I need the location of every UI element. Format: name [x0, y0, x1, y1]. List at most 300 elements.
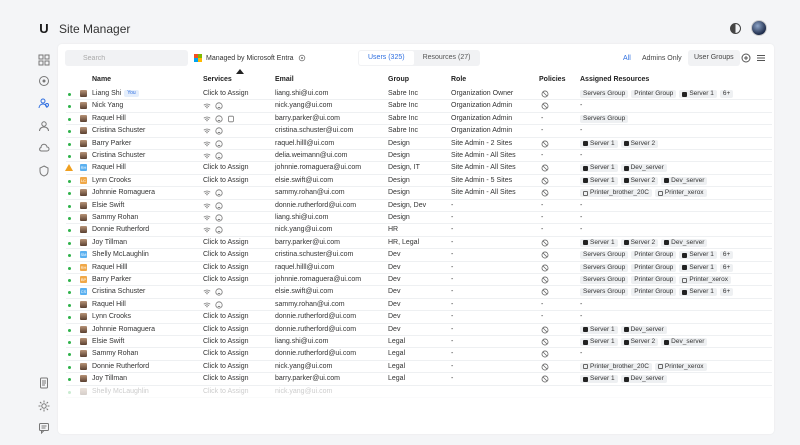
assigned-resources — [580, 140, 658, 148]
printer-icon — [658, 364, 663, 369]
policy-indicator[interactable] — [541, 164, 549, 174]
resource-chip[interactable] — [631, 251, 676, 259]
click-to-assign-link[interactable]: Click to Assign — [203, 387, 249, 395]
resource-label: Server 1 — [689, 263, 714, 271]
resource-label: Server 1 — [689, 90, 714, 97]
table-row[interactable] — [66, 386, 772, 398]
group: Design — [388, 214, 410, 221]
document-icon[interactable] — [38, 377, 50, 389]
server-icon — [664, 178, 669, 183]
server-icon — [624, 178, 629, 183]
click-to-assign-link[interactable]: Click to Assign — [203, 263, 249, 271]
face-id-icon — [215, 288, 223, 296]
user-name[interactable] — [92, 313, 131, 320]
user-name-text: Donnie Rutherford — [92, 226, 150, 234]
card-icon — [227, 115, 235, 123]
tooltip-caret — [236, 69, 244, 74]
resource-chip[interactable] — [679, 276, 731, 284]
filter-admins-only[interactable]: Admins Only — [642, 55, 682, 62]
assigned-resources — [580, 301, 582, 308]
filter-all[interactable]: All — [623, 55, 631, 62]
policy-indicator[interactable] — [541, 363, 549, 373]
email: johnnie.romaguera@ui.com — [275, 276, 362, 283]
email: raquel.hilll@ui.com — [275, 139, 335, 147]
table-row[interactable] — [66, 100, 772, 112]
policy-icon — [541, 264, 549, 272]
table-row[interactable] — [66, 237, 772, 249]
col-email[interactable]: Email — [275, 76, 294, 83]
resource-chip[interactable] — [580, 90, 628, 98]
group: Dev — [388, 300, 401, 308]
resource-label: Server 1 — [590, 325, 615, 333]
table-row[interactable] — [66, 125, 772, 137]
table-row[interactable] — [66, 187, 772, 199]
table-row[interactable] — [66, 113, 772, 125]
user-name[interactable] — [92, 177, 131, 184]
table-row[interactable] — [66, 262, 772, 274]
email: donnie.rutherford@ui.com — [275, 201, 357, 209]
avatar — [80, 375, 87, 382]
user-name[interactable] — [92, 301, 126, 308]
policy-icon — [541, 375, 549, 383]
user-name[interactable] — [92, 276, 131, 283]
resource-label: Servers Group — [583, 251, 626, 259]
person-icon[interactable] — [38, 120, 50, 132]
role: - — [451, 276, 454, 283]
policy-indicator[interactable] — [541, 375, 549, 385]
resource-label: Server 1 — [590, 139, 615, 147]
assigned-resources — [580, 276, 731, 284]
click-to-assign-link[interactable]: Click to Assign — [203, 325, 249, 333]
ubiquiti-logo-icon[interactable]: U — [39, 20, 49, 36]
user-name[interactable] — [92, 388, 149, 395]
server-icon — [624, 327, 629, 332]
user-name[interactable] — [92, 239, 127, 246]
table-row[interactable] — [66, 324, 772, 336]
resource-chip[interactable] — [580, 140, 618, 148]
col-policies[interactable]: Policies — [539, 76, 566, 83]
tab-resources[interactable]: Resources (27) — [422, 54, 471, 61]
user-name[interactable] — [92, 152, 145, 159]
click-to-assign-link[interactable]: Click to Assign — [203, 251, 249, 259]
table-row[interactable] — [66, 373, 772, 385]
avatar — [80, 140, 87, 147]
email: nick.yang@ui.com — [275, 387, 333, 395]
policy-icon — [541, 239, 549, 247]
policy-indicator[interactable] — [541, 276, 549, 286]
policy-icon — [541, 140, 549, 148]
resource-chip[interactable] — [679, 288, 717, 296]
resource-chip[interactable] — [661, 177, 707, 185]
users-panel — [58, 44, 774, 434]
resource-chip[interactable] — [580, 276, 628, 284]
resource-empty: - — [580, 201, 583, 209]
click-to-assign-link[interactable]: Click to Assign — [203, 164, 249, 172]
resource-chip[interactable] — [631, 90, 676, 98]
grid-icon[interactable] — [38, 54, 50, 66]
assigned-resources — [580, 264, 733, 272]
assigned-resources — [580, 115, 628, 123]
policy-indicator[interactable] — [541, 251, 549, 261]
resource-chip[interactable] — [580, 338, 618, 346]
assigned-resources — [580, 214, 582, 221]
email: barry.parker@ui.com — [275, 114, 340, 122]
menu-icon[interactable] — [756, 53, 766, 63]
avatar — [80, 301, 87, 308]
table-row[interactable] — [66, 348, 772, 360]
resource-chip[interactable] — [631, 264, 676, 272]
table-row[interactable] — [66, 336, 772, 348]
col-assigned-resources[interactable]: Assigned Resources — [580, 76, 650, 83]
filter-user-groups[interactable]: User Groups — [688, 50, 740, 66]
policy-icon — [541, 189, 549, 197]
resource-chip[interactable] — [720, 264, 733, 272]
user-name[interactable] — [92, 375, 127, 382]
role: Organization Owner — [451, 90, 514, 97]
resource-label: Dev_server — [671, 176, 705, 184]
resource-chip[interactable] — [580, 115, 628, 123]
status-dot — [68, 242, 71, 245]
avatar — [80, 350, 87, 357]
policy-indicator[interactable] — [541, 189, 549, 199]
table-row[interactable] — [66, 286, 772, 298]
avatar — [80, 102, 87, 109]
resource-chip[interactable] — [720, 90, 733, 98]
add-icon[interactable] — [741, 53, 751, 63]
user-name[interactable] — [92, 115, 126, 122]
email: delia.weimann@ui.com — [275, 152, 348, 159]
resource-chip[interactable] — [580, 288, 628, 296]
resource-label: Printer_brother_20C — [590, 362, 649, 370]
click-to-assign-link[interactable]: Click to Assign — [203, 362, 249, 370]
resource-chip[interactable] — [720, 288, 733, 296]
user-name[interactable] — [92, 288, 145, 295]
shield-icon[interactable] — [38, 165, 50, 177]
group: HR, Legal — [388, 238, 420, 246]
user-avatar[interactable] — [751, 20, 767, 36]
resource-chip[interactable] — [580, 375, 618, 383]
tab-users[interactable]: Users (325) — [359, 51, 414, 65]
user-name[interactable] — [92, 326, 155, 333]
resource-chip[interactable] — [655, 189, 707, 197]
wifi-icon — [203, 140, 211, 148]
chat-icon[interactable] — [38, 422, 50, 434]
email: nick.yang@ui.com — [275, 226, 333, 234]
face-id-icon — [215, 140, 223, 148]
services-icons[interactable] — [203, 115, 235, 123]
group: Dev — [388, 325, 401, 333]
services-icons[interactable] — [203, 102, 223, 110]
server-icon — [583, 377, 588, 382]
resource-chip[interactable] — [580, 363, 652, 371]
status-dot — [68, 130, 71, 133]
role: - — [451, 251, 454, 259]
assigned-resources — [580, 202, 582, 209]
server-icon — [682, 265, 687, 270]
group: Legal — [388, 362, 406, 370]
col-name[interactable]: Name — [92, 76, 112, 83]
email: cristina.schuster@ui.com — [275, 127, 354, 135]
face-id-icon — [215, 202, 223, 210]
click-to-assign-link[interactable]: Click to Assign — [203, 176, 249, 184]
resource-chip[interactable] — [679, 251, 717, 259]
table-row[interactable] — [66, 361, 772, 373]
user-name-text: Shelly McLaughlin — [92, 251, 149, 259]
policy-indicator[interactable] — [541, 140, 549, 150]
managed-label: Managed by Microsoft Entra — [206, 54, 294, 62]
resource-chip[interactable] — [580, 251, 628, 259]
printer-icon — [658, 191, 663, 196]
resource-empty: - — [580, 127, 583, 135]
click-to-assign-link[interactable]: Click to Assign — [203, 313, 249, 321]
group: Legal — [388, 350, 406, 358]
avatar — [80, 214, 87, 221]
assigned-resources — [580, 239, 707, 247]
resource-empty: - — [580, 214, 583, 221]
email: sammy.rohan@ui.com — [275, 189, 345, 197]
table-row[interactable] — [66, 88, 772, 100]
cloud-icon[interactable] — [38, 142, 50, 154]
avatar: RH — [80, 165, 87, 171]
avatar — [80, 90, 87, 97]
click-to-assign-link[interactable]: Click to Assign — [203, 276, 249, 283]
user-name[interactable] — [92, 363, 149, 370]
resource-chip[interactable] — [580, 326, 618, 334]
services-icons[interactable] — [203, 202, 223, 210]
server-icon — [583, 141, 588, 146]
col-group[interactable]: Group — [388, 76, 409, 83]
user-name-text: Barry Parker — [92, 276, 132, 283]
resource-chip[interactable] — [580, 164, 618, 172]
table-row[interactable] — [66, 224, 772, 236]
resource-label: Dev_server — [630, 325, 664, 333]
resource-label: Servers Group — [583, 90, 626, 97]
avatar — [80, 189, 87, 196]
services-icons[interactable] — [203, 127, 223, 135]
group: Sabre Inc — [388, 114, 418, 122]
resource-chip[interactable] — [621, 326, 667, 334]
user-name[interactable] — [92, 140, 131, 147]
face-id-icon — [215, 115, 223, 123]
click-to-assign-link[interactable]: Click to Assign — [203, 90, 249, 97]
avatar: BP — [80, 277, 87, 282]
resource-label: Printer_xerox — [689, 276, 728, 283]
click-to-assign-link[interactable]: Click to Assign — [203, 238, 249, 246]
user-name-text: Raquel Hill — [92, 164, 126, 172]
user-name-text: Elsie Swift — [92, 201, 125, 209]
user-name[interactable] — [92, 164, 126, 171]
wifi-icon — [203, 301, 211, 309]
policy-indicator[interactable] — [541, 102, 549, 112]
email: cristina.schuster@ui.com — [275, 251, 354, 259]
users-icon[interactable] — [38, 97, 50, 109]
user-name[interactable] — [92, 189, 155, 196]
face-id-icon — [215, 152, 223, 160]
table-row[interactable] — [66, 311, 772, 323]
user-name[interactable] — [92, 90, 139, 97]
services-icons[interactable] — [203, 214, 223, 222]
table-row[interactable] — [66, 175, 772, 187]
table-row[interactable] — [66, 138, 772, 150]
table-row[interactable] — [66, 162, 772, 174]
table-row[interactable] — [66, 150, 772, 162]
policy-indicator[interactable] — [541, 177, 549, 187]
status-dot — [68, 366, 71, 369]
user-name[interactable] — [92, 202, 124, 209]
user-name-text: Raquel Hill — [92, 300, 126, 308]
email: donnie.rutherford@ui.com — [275, 325, 357, 333]
managed-by-entra[interactable] — [194, 50, 314, 66]
group: Sabre Inc — [388, 102, 418, 110]
assigned-resources — [580, 102, 582, 109]
resource-label: Server 1 — [590, 176, 615, 184]
policy-indicator[interactable] — [541, 350, 549, 360]
services-icons[interactable] — [203, 226, 223, 234]
server-icon — [664, 240, 669, 245]
face-id-icon — [215, 226, 223, 234]
col-services[interactable]: Services — [203, 76, 232, 83]
resource-chip[interactable] — [580, 189, 652, 197]
search-input[interactable] — [65, 50, 188, 66]
services-icons[interactable] — [203, 301, 223, 309]
user-name[interactable] — [92, 226, 149, 233]
server-icon — [624, 340, 629, 345]
policy-indicator[interactable] — [541, 338, 549, 348]
theme-toggle-icon[interactable] — [730, 23, 741, 34]
resource-chip[interactable] — [631, 276, 676, 284]
resource-chip[interactable] — [720, 251, 733, 259]
resource-chip[interactable] — [679, 90, 717, 98]
settings-sun-icon[interactable] — [38, 400, 50, 412]
resource-label: Server 2 — [630, 139, 656, 147]
warning-icon — [65, 164, 73, 171]
services-icons[interactable] — [203, 140, 223, 148]
resource-chip[interactable] — [621, 164, 667, 172]
resource-chip[interactable] — [655, 363, 707, 371]
resource-label: 6+ — [722, 90, 731, 97]
services-icons[interactable] — [203, 288, 223, 296]
assigned-resources — [580, 189, 707, 197]
group: Dev — [388, 251, 401, 259]
resource-chip[interactable] — [580, 177, 618, 185]
resource-label: Dev_server — [671, 238, 705, 246]
app-title: Site Manager — [59, 22, 131, 36]
assigned-resources — [580, 288, 733, 296]
assigned-resources — [580, 313, 582, 320]
table-row[interactable] — [66, 249, 772, 261]
user-name[interactable] — [92, 350, 138, 357]
services-icons[interactable] — [203, 152, 223, 160]
resource-label: 6+ — [722, 288, 731, 296]
user-name[interactable] — [92, 102, 123, 109]
role: Site Admin - All Sites — [451, 152, 516, 159]
assigned-resources — [580, 375, 667, 383]
resource-empty: - — [580, 226, 583, 234]
resource-chip[interactable] — [661, 239, 707, 247]
table-row[interactable] — [66, 299, 772, 311]
assigned-resources — [580, 338, 707, 346]
resource-chip[interactable] — [621, 338, 659, 346]
resource-chip[interactable] — [679, 264, 717, 272]
user-name[interactable] — [92, 214, 138, 221]
gear-icon[interactable] — [298, 54, 306, 62]
click-to-assign-link[interactable]: Click to Assign — [203, 375, 249, 383]
user-name-text: Cristina Schuster — [92, 127, 146, 135]
policy-icon — [541, 251, 549, 259]
status-dot — [68, 304, 71, 307]
policy: - — [541, 201, 544, 209]
role: - — [451, 214, 454, 221]
policy-indicator[interactable] — [541, 326, 549, 336]
resource-chip[interactable] — [580, 239, 618, 247]
user-name[interactable] — [92, 127, 145, 134]
user-name[interactable] — [92, 251, 149, 258]
resource-chip[interactable] — [621, 375, 667, 383]
policy-indicator[interactable] — [541, 90, 549, 100]
table-row[interactable] — [66, 212, 772, 224]
role: - — [451, 362, 454, 370]
email: donnie.rutherford@ui.com — [275, 350, 357, 358]
group: Dev — [388, 276, 401, 283]
email: liang.shi@ui.com — [275, 338, 329, 345]
table-row[interactable] — [66, 274, 772, 286]
avatar: RH — [80, 264, 87, 270]
status-dot — [68, 93, 71, 96]
group: Design, IT — [388, 164, 420, 172]
policy-indicator[interactable] — [541, 239, 549, 249]
resource-chip[interactable] — [621, 140, 659, 148]
user-name-text: Joy Tillman — [92, 375, 128, 383]
user-name-text: Barry Parker — [92, 139, 132, 147]
user-name[interactable] — [92, 338, 124, 345]
user-name-text: Joy Tillman — [92, 238, 128, 246]
services-icons[interactable] — [203, 189, 223, 197]
resource-chip[interactable] — [621, 177, 659, 185]
col-role[interactable]: Role — [451, 76, 467, 83]
server-icon — [583, 340, 588, 345]
table-row[interactable] — [66, 200, 772, 212]
status-dot — [68, 291, 71, 294]
role: - — [451, 325, 454, 333]
user-name-text: Cristina Schuster — [92, 288, 146, 296]
avatar — [80, 127, 87, 134]
user-name[interactable] — [92, 264, 127, 271]
wifi-icon — [203, 152, 211, 160]
assigned-resources — [580, 90, 733, 98]
status-dot — [68, 217, 71, 220]
policy: - — [541, 152, 544, 159]
resource-chip[interactable] — [631, 288, 676, 296]
face-id-icon — [215, 214, 223, 222]
resource-chip[interactable] — [661, 338, 707, 346]
resource-chip[interactable] — [621, 239, 659, 247]
avatar — [80, 239, 87, 246]
policy: - — [541, 127, 544, 135]
role: - — [451, 201, 454, 209]
resource-chip[interactable] — [580, 264, 628, 272]
sites-icon[interactable] — [38, 75, 50, 87]
email: barry.parker@ui.com — [275, 238, 340, 246]
policy-indicator[interactable] — [541, 264, 549, 274]
status-dot — [68, 229, 71, 232]
status-dot — [68, 267, 71, 270]
policy: - — [541, 300, 544, 308]
policy-indicator[interactable] — [541, 288, 549, 298]
click-to-assign-link[interactable]: Click to Assign — [203, 350, 249, 358]
click-to-assign-link[interactable]: Click to Assign — [203, 338, 249, 345]
group: Dev — [388, 313, 401, 321]
user-name-text: Lynn Crooks — [92, 176, 132, 184]
